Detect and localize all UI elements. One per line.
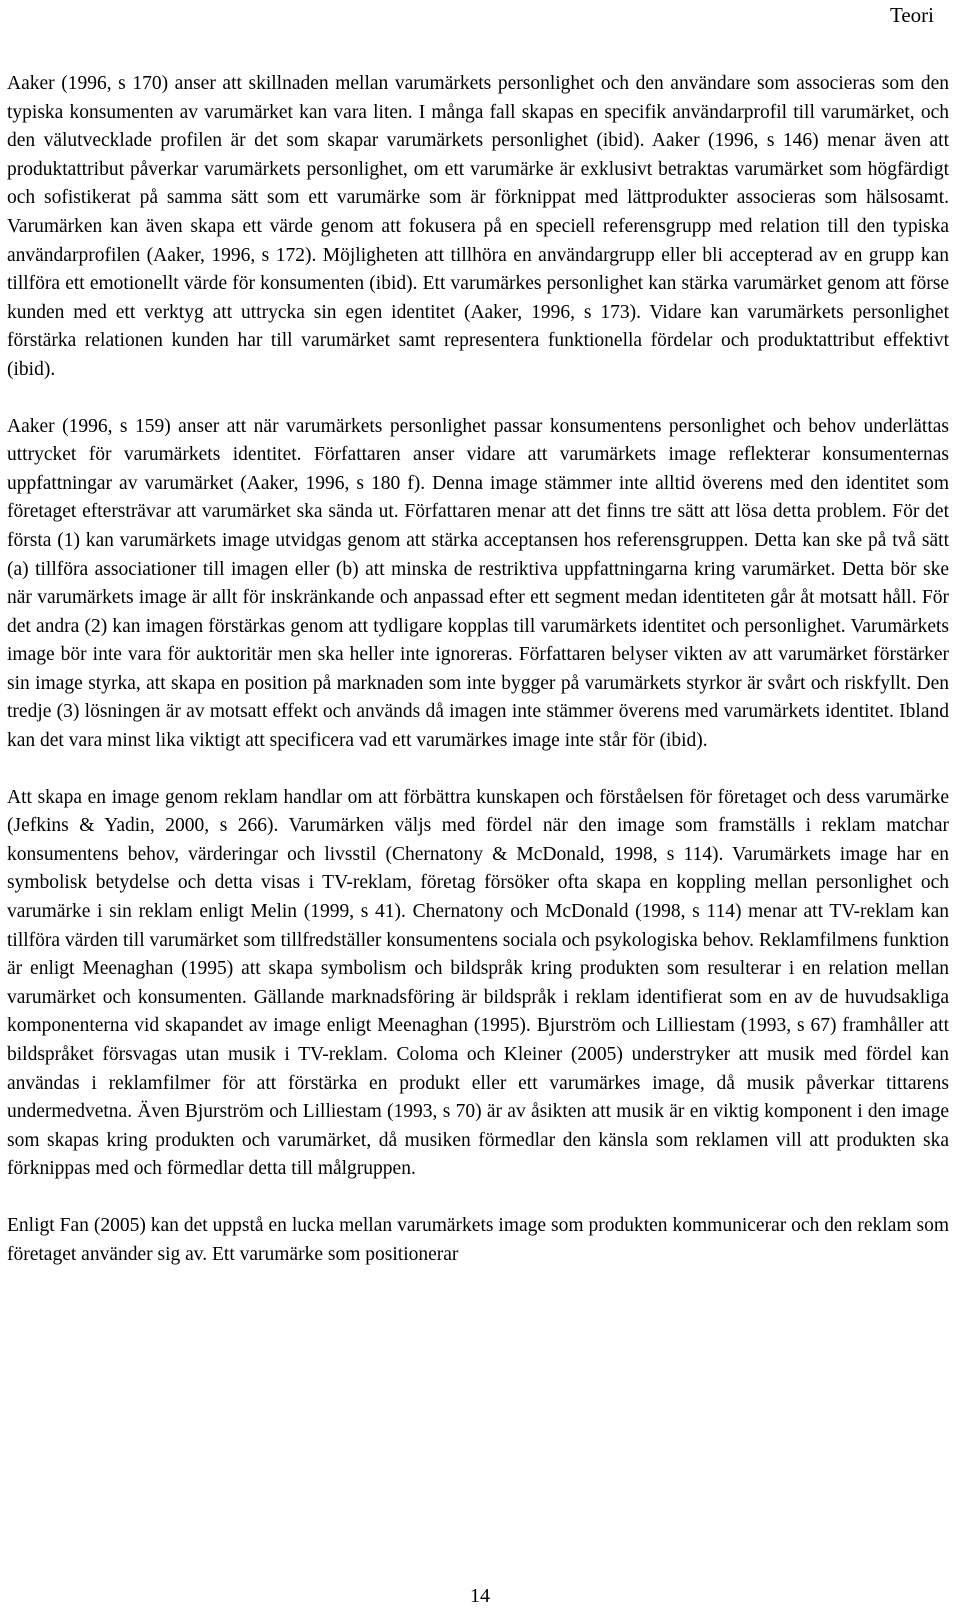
paragraph-2: Aaker (1996, s 159) anser att när varumärkets personlighet passar konsumentens personlighet och behov underlättas uttrycket för varumärkets identitet. Författaren anser vidare att varumärkets image reflekterar konsumenternas uppfattningar av varumärket (Aaker, 1996, s 180 f). Denna image stämmer inte alltid överens med den identitet som företaget eftersträvar att varumärket ska sända ut. Författaren menar att det finns tre sätt att lösa detta problem. För det första (1) kan varumärkets image utvidgas genom att stärka acceptansen hos referensgruppen. Detta kan ske på två sätt (a) tillföra associationer till imagen eller (b) att minska de restriktiva uppfattningarna kring varumärket. Detta bör ske när varumärkets image är allt för inskränkande och anpassad efter ett segment medan identiteten går åt motsatt håll. För det andra (2) kan imagen förstärkas genom att tydligare kopplas till varumärkets identitet och personlighet. Varumärkets image bör inte vara för auktoritär men ska heller inte ignoreras. Författaren belyser vikten av att varumärket förstärker sin image styrka, att skapa en position på marknaden som inte bygger på varumärkets styrkor är svårt och riskfyllt. Den tredje (3) lösningen är av motsatt effekt och används då imagen inte stämmer överens med varumärkets identitet. Ibland kan det vara minst lika viktigt att specificera vad ett varumärkes image inte står för (ibid). [7,415,949,752]
paragraph-3: Att skapa en image genom reklam handlar om att förbättra kunskapen och förståelsen för företaget och dess varumärke (Jefkins & Yadin, 2000, s 266). Varumärken väljs med fördel när den image som framställs i reklam matchar konsumentens behov, värderingar och livsstil (Chernatony & McDonald, 1998, s 114). Varumärkets image har en symbolisk betydelse och detta visas i TV-reklam, företag försöker ofta skapa en koppling mellan personlighet och varumärke i sin reklam enligt Melin (1999, s 41). Chernatony och McDonald (1998, s 114) menar att TV-reklam kan tillföra värden till varumärket som tillfredställer konsumentens sociala och psykologiska behov. Reklamfilmens funktion är enligt Meenaghan (1995) att skapa symbolism och bildspråk kring produkten som resulterar i en relation mellan varumärket och konsumenten. Gällande marknadsföring är bildspråk i reklam identifierat som en av de huvudsakliga komponenterna vid skapandet av image enligt Meenaghan (1995). Bjurström och Lilliestam (1993, s 67) framhåller att bildspråket försvagas utan musik i TV-reklam. Coloma och Kleiner (2005) understryker att musik med fördel kan användas i reklamfilmer för att förstärka en produkt eller ett varumärkes image, då musik påverkar tittarens undermedvetna. Även Bjurström och Lilliestam (1993, s 70) är av åsikten att musik är en viktig komponent i den image som skapas kring produkten och varumärket, då musiken förmedlar den känsla som reklamen vill att produkten ska förknippas med och förmedlar detta till målgruppen. [7,786,949,1180]
paragraph-1: Aaker (1996, s 170) anser att skillnaden mellan varumärkets personlighet och den användare som associeras som den typiska konsumenten av varumärket kan vara liten. I många fall skapas en specifik användarprofil till varumärket, och den välutvecklade profilen är det som skapar varumärkets personlighet (ibid). Aaker (1996, s 146) menar även att produktattribut påverkar varumärkets personlighet, om ett varumärke är exklusivt betraktas varumärket som högfärdigt och sofistikerat på samma sätt som ett varumärke som är förknippat med lättprodukter associeras som hälsosamt. Varumärken kan även skapa ett värde genom att fokusera på en speciell referensgrupp med relation till den typiska användarprofilen (Aaker, 1996, s 172). Möjligheten att tillhöra en användargrupp eller bli accepterad av en grupp kan tillföra ett emotionellt värde för konsumenten (ibid). Ett varumärkes personlighet kan stärka varumärket genom att förse kunden med ett verktyg att uttrycka sin egen identitet (Aaker, 1996, s 173). Vidare kan varumärkets personlighet förstärka relationen kunden har till varumärket samt representera funktionella fördelar och produktattribut effektivt (ibid). [7,73,949,380]
running-header-title: Teori [889,3,934,27]
page-number: 14 [470,1585,490,1607]
paragraph-4: Enligt Fan (2005) kan det uppstå en lucka mellan varumärkets image som produkten kommunicerar och den reklam som företaget använder sig av. Ett varumärke som positionerar [7,1214,949,1265]
body-text [7,70,949,1297]
